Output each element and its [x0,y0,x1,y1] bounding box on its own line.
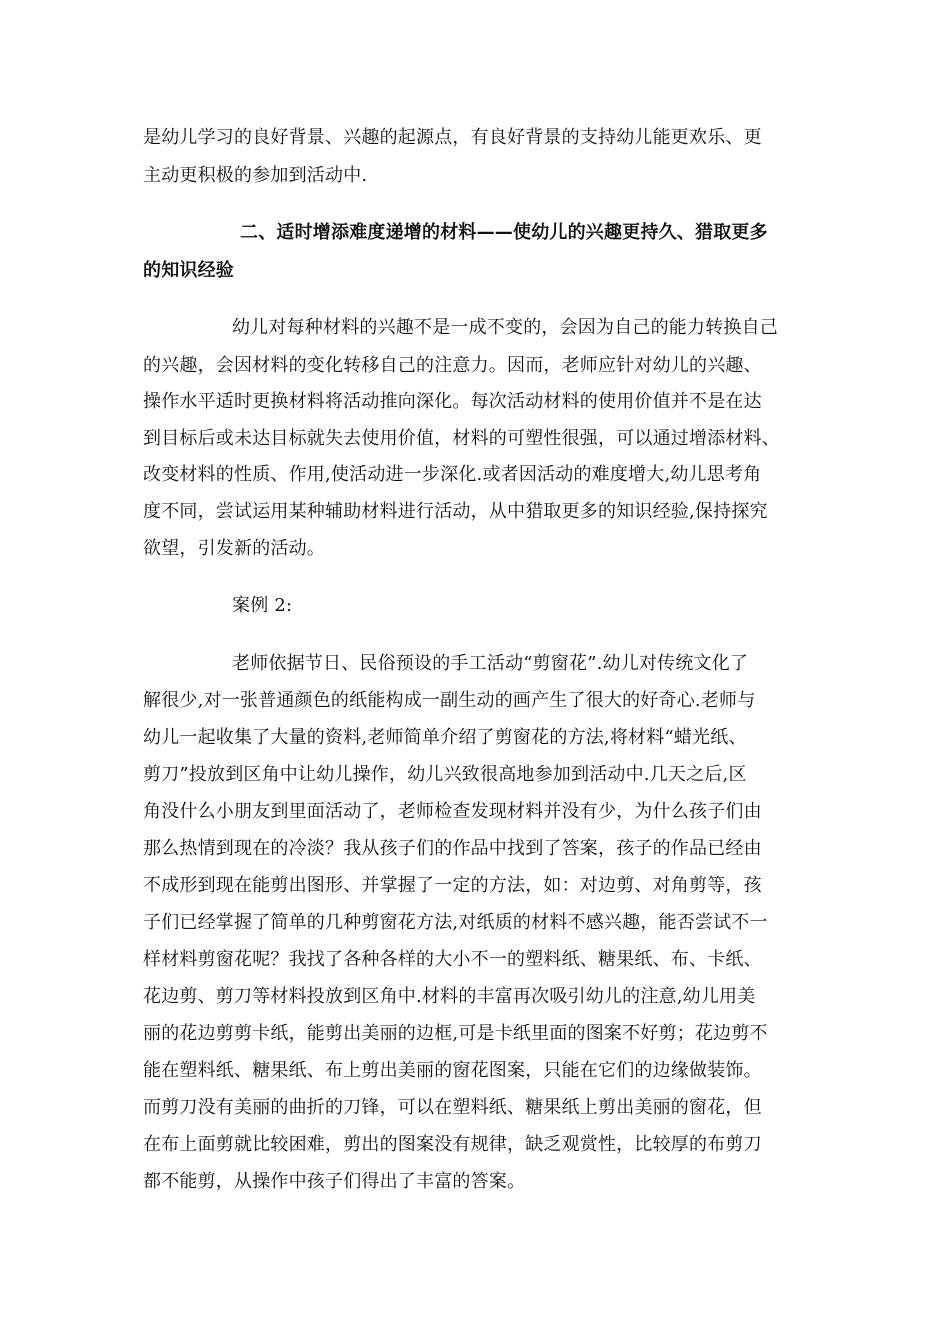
paragraph-2-line-10: 花边剪、剪刀等材料投放到区角中.材料的丰富再次吸引幼儿的注意,幼儿用美 [143,986,756,1007]
case-label: 案例 2: [232,595,293,616]
section-heading-line-2: 的知识经验 [143,260,234,281]
paragraph-2-line-8: 子们已经掌握了简单的几种剪窗花方法,对纸质的材料不感兴趣，能否尝试不一 [143,912,768,933]
section-heading-line-1: 二、适时增添难度递增的材料——使幼儿的兴趣更持久、猎取更多 [240,222,768,243]
paragraph-2-line-6: 那么热情到现在的冷淡？我从孩子们的作品中找到了答案，孩子的作品已经由 [143,838,762,859]
paragraph-2-line-4: 剪刀”投放到区角中让幼儿操作，幼儿兴致很高地参加到活动中.几天之后,区 [143,764,747,785]
paragraph-2-line-15: 都不能剪，从操作中孩子们得出了丰富的答案。 [143,1171,526,1192]
paragraph-2-line-14: 在布上面剪就比较困难，剪出的图案没有规律，缺乏观赏性，比较厚的布剪刀 [143,1134,762,1155]
intro-line-2: 主动更积极的参加到活动中. [143,165,368,186]
paragraph-1-line-1: 幼儿对每种材料的兴趣不是一成不变的，会因为自己的能力转换自己 [232,317,778,338]
paragraph-2-line-2: 解很少,对一张普通颜色的纸能构成一副生动的画产生了很大的好奇心.老师与 [143,690,756,711]
paragraph-1-line-6: 度不同，尝试运用某种辅助材料进行活动，从中猎取更多的知识经验,保持探究 [143,501,768,522]
paragraph-1-line-2: 的兴趣，会因材料的变化转移自己的注意力。因而，老师应针对幼儿的兴趣、 [143,355,762,376]
paragraph-2-line-13: 而剪刀没有美丽的曲折的刀锋，可以在塑料纸、糖果纸上剪出美丽的窗花，但 [143,1097,762,1118]
paragraph-2-line-7: 不成形到现在能剪出图形、并掌握了一定的方法，如：对边剪、对角剪等，孩 [143,875,762,896]
paragraph-1-line-4: 到目标后或未达目标就失去使用价值，材料的可塑性很强，可以通过增添材料、 [143,428,780,449]
paragraph-2-line-9: 样材料剪窗花呢？我找了各种各样的大小不一的塑料纸、糖果纸、布、卡纸、 [143,949,762,970]
paragraph-1-line-5: 改变材料的性质、作用,使活动进一步深化.或者因活动的难度增大,幼儿思考角 [143,464,762,485]
paragraph-2-line-5: 角没什么小朋友到里面活动了，老师检查发现材料并没有少，为什么孩子们由 [143,801,762,822]
paragraph-2-line-1: 老师依据节日、民俗预设的手工活动“剪窗花”.幼儿对传统文化了 [232,653,749,674]
paragraph-2-line-3: 幼儿一起收集了大量的资料,老师简单介绍了剪窗花的方法,将材料“蜡光纸、 [143,727,747,748]
paragraph-2-line-11: 丽的花边剪剪卡纸，能剪出美丽的边框,可是卡纸里面的图案不好剪；花边剪不 [143,1023,768,1044]
paragraph-1-line-3: 操作水平适时更换材料将活动推向深化。每次活动材料的使用价值并不是在达 [143,391,762,412]
paragraph-1-line-7: 欲望，引发新的活动。 [143,538,325,559]
paragraph-2-line-12: 能在塑料纸、糖果纸、布上剪出美丽的窗花图案，只能在它们的边缘做装饰。 [143,1060,762,1081]
intro-line-1: 是幼儿学习的良好背景、兴趣的起源点，有良好背景的支持幼儿能更欢乐、更 [143,127,762,148]
